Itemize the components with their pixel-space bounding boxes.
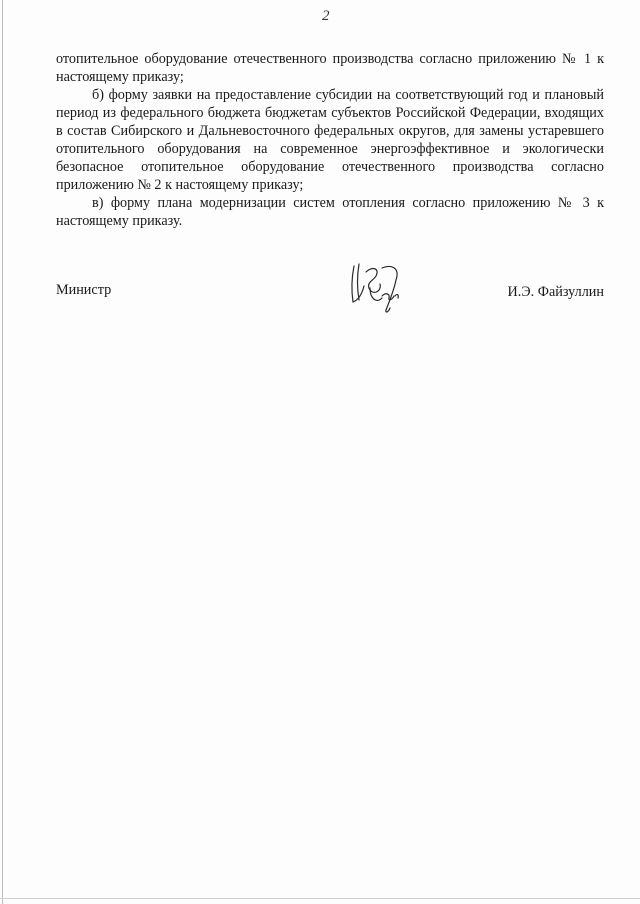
page-left-edge [2, 0, 3, 904]
document-body [56, 50, 604, 230]
signature-row [56, 282, 604, 322]
paragraph-continuation: отопительное оборудование отечественного производства согласно приложению № 1 к настоящему приказу; [56, 51, 604, 85]
handwritten-signature [342, 258, 412, 316]
page-number: 2 [322, 8, 330, 24]
page-bottom-edge [0, 898, 640, 899]
paragraph-item-b: б) форму заявки на предоставление субсидии на соответствующий год и плановый период из федерального бюджета бюджетам субъектов Российской Федерации, входящих в состав Сибирского и Дальневосточного федеральных округов, для замены устаревшего отопительного оборудования на современное энергоэффективное и экологически безопасное отопительное оборудование отечественного производства согласно приложению № 2 к настоящему приказу; [56, 87, 604, 193]
signatory-name: И.Э. Файзуллин [507, 284, 604, 300]
signatory-title: Министр [56, 282, 112, 298]
paragraph-item-v: в) форму плана модернизации систем отопления согласно приложению № 3 к настоящему приказу. [56, 195, 604, 229]
